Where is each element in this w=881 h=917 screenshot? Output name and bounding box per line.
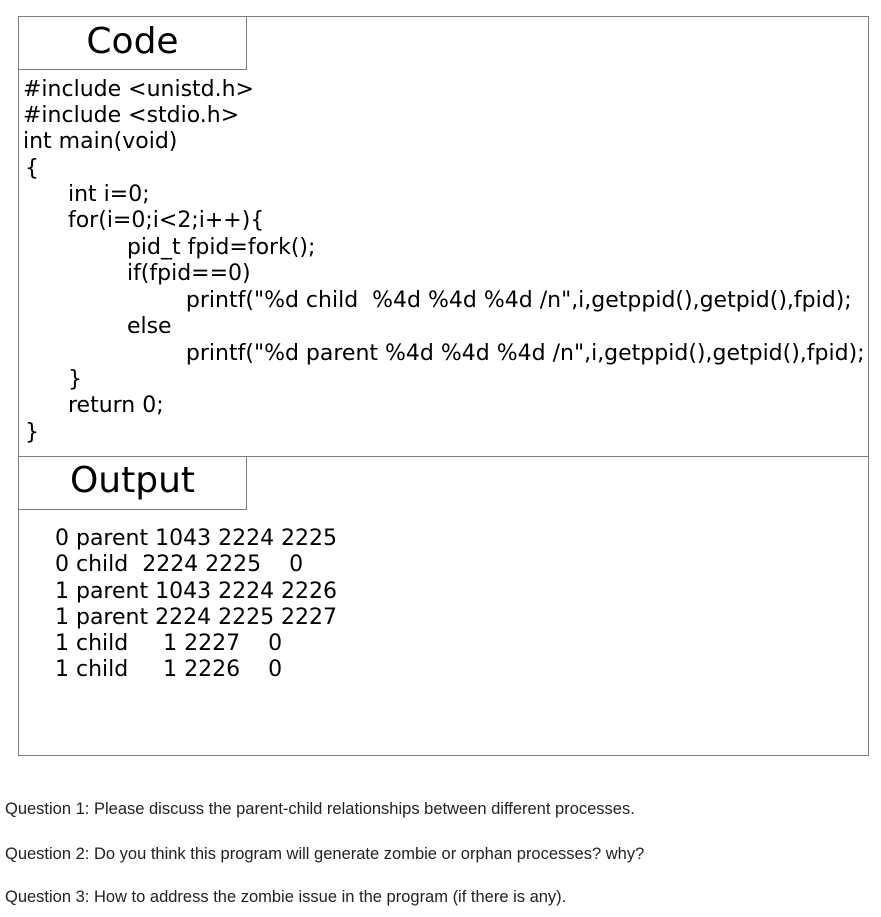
output-line: 0 parent 1043 2224 2225 [55, 526, 338, 551]
question-3: Question 3: How to address the zombie issue in the program (if there is any). [5, 888, 567, 906]
output-panel [18, 456, 869, 756]
code-panel-title: Code [86, 21, 179, 62]
output-panel-title: Output [69, 460, 196, 501]
code-line: printf("%d parent %4d %4d %4d /n",i,getppid(),getpid(),fpid); [109, 341, 865, 366]
code-line: } [25, 420, 39, 445]
code-line: printf("%d child %4d %4d %4d /n",i,getppid(),getpid(),fpid); [109, 288, 852, 313]
code-line: if(fpid==0) [78, 261, 251, 286]
output-line: 1 child 1 2227 0 [55, 631, 283, 656]
code-panel-title-tab [19, 17, 247, 70]
code-line: { [25, 156, 39, 181]
code-line: #include <unistd.h> [23, 77, 254, 102]
code-line: #include <stdio.h> [23, 103, 240, 128]
code-line: for(i=0;i<2;i++){ [47, 208, 265, 233]
code-panel [18, 16, 869, 457]
output-line: 1 child 1 2226 0 [55, 657, 283, 682]
output-line: 1 parent 1043 2224 2226 [55, 579, 338, 604]
code-line: int main(void) [23, 129, 178, 154]
code-line: else [78, 314, 172, 339]
code-line: pid_t fpid=fork(); [78, 235, 316, 260]
output-line: 1 parent 2224 2225 2227 [55, 605, 338, 630]
code-line: int i=0; [47, 182, 150, 207]
code-line: return 0; [47, 393, 164, 418]
code-line: } [47, 367, 82, 392]
question-2: Question 2: Do you think this program will generate zombie or orphan processes? why? [5, 845, 645, 863]
output-panel-title-tab [19, 457, 247, 510]
output-line: 0 child 2224 2225 0 [55, 552, 304, 577]
question-1: Question 1: Please discuss the parent-child relationships between different processes. [5, 800, 635, 818]
